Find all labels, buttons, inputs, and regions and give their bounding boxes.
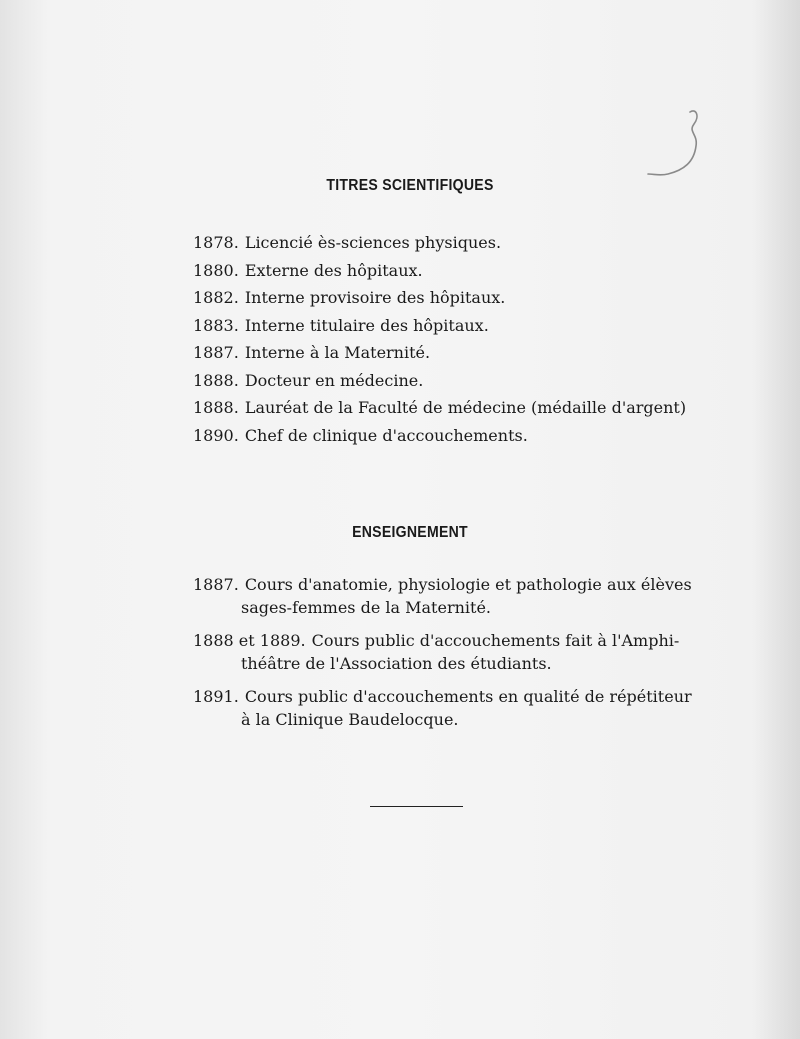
list-item: [193, 284, 686, 312]
list-item: [193, 339, 686, 367]
item-year: 1888.: [193, 398, 239, 417]
item-text: Docteur en médecine.: [244, 370, 424, 390]
list-item: [193, 685, 692, 731]
item-year: 1888.: [193, 370, 239, 390]
item-year: 1887.: [193, 343, 239, 362]
item-text: Licencié ès-sciences physiques.: [244, 233, 502, 252]
item-text: Lauréat de la Faculté de médecine (médaille d'argent): [244, 398, 687, 417]
item-text: Interne provisoire des hôpitaux.: [244, 288, 506, 307]
item-year: 1878.: [193, 233, 239, 252]
list-item: [193, 422, 686, 450]
item-year: 1887.: [193, 575, 239, 594]
list-item: [193, 394, 686, 422]
list-item: [193, 257, 686, 285]
item-text: Chef de clinique d'accouchements.: [244, 425, 528, 445]
section-title-titres-scientifiques: TITRES SCIENTIFIQUES: [326, 177, 494, 194]
list-item: [193, 367, 686, 395]
item-text-line1: Cours d'anatomie, physiologie et pathologie aux élèves: [244, 575, 692, 594]
list-item: [193, 312, 686, 340]
list-item: [193, 573, 692, 619]
item-year: 1891.: [193, 687, 239, 706]
section-title-enseignement: ENSEIGNEMENT: [352, 524, 468, 541]
enseignement-list: [193, 573, 692, 741]
item-year: 1882.: [193, 288, 239, 307]
item-year: 1890.: [193, 425, 239, 445]
item-year: 1883.: [193, 315, 239, 335]
item-text: Interne titulaire des hôpitaux.: [244, 315, 489, 335]
item-year: 1880.: [193, 260, 239, 280]
handwritten-pencil-mark: [644, 104, 704, 184]
item-text-line1: Cours public d'accouchements fait à l'Amphi-: [311, 631, 680, 650]
item-text-line2: sages-femmes de la Maternité.: [241, 598, 491, 617]
item-text-line2: théâtre de l'Association des étudiants.: [241, 654, 552, 673]
titres-list: [193, 229, 686, 449]
item-text-line2: à la Clinique Baudelocque.: [241, 710, 459, 729]
closing-rule-divider: [370, 806, 463, 807]
item-year: 1888 et 1889.: [193, 631, 306, 650]
item-text: Interne à la Maternité.: [244, 343, 431, 362]
item-text-line1: Cours public d'accouchements en qualité de répétiteur: [244, 687, 692, 706]
list-item: [193, 229, 686, 257]
list-item: [193, 629, 683, 675]
item-text: Externe des hôpitaux.: [244, 260, 423, 280]
